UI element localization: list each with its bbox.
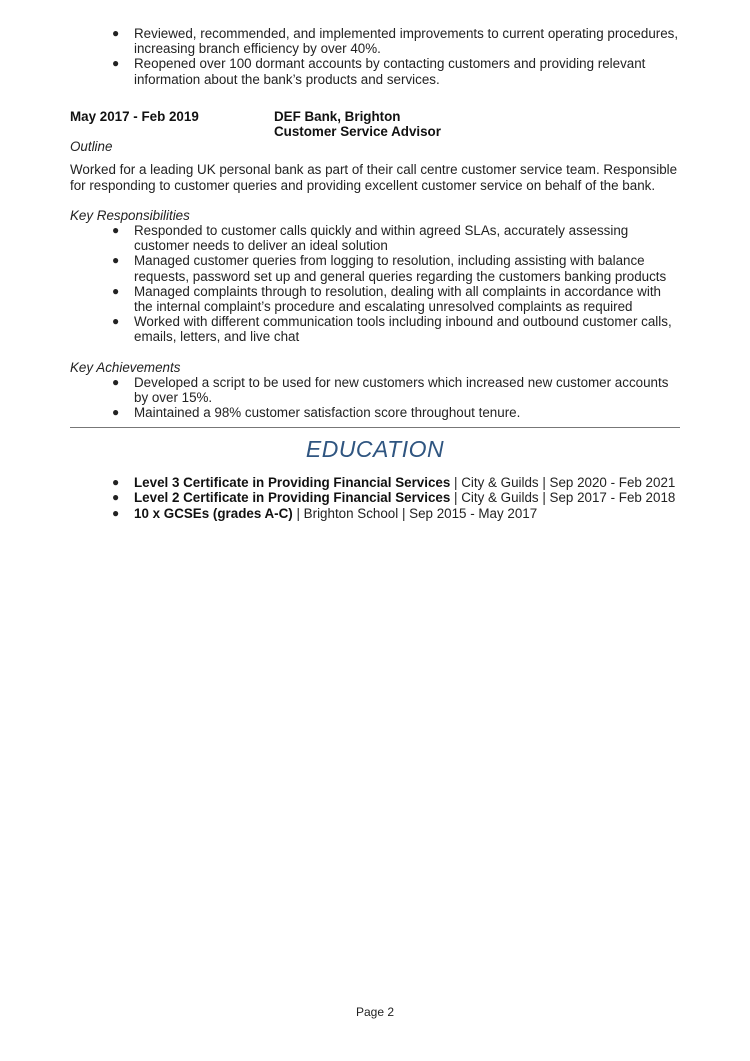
job-company: DEF Bank, Brighton bbox=[274, 108, 401, 124]
achievements-list bbox=[70, 375, 680, 421]
bullet-icon: ● bbox=[112, 26, 120, 40]
bullet-icon: ● bbox=[112, 475, 120, 490]
outline-text: Worked for a leading UK personal bank as part of their call centre customer service team. Responsible for responding to customer queries and providing excellent customer service on behalf of the bank. bbox=[70, 162, 678, 193]
bullet-icon: ● bbox=[112, 505, 120, 520]
job-title: Customer Service Advisor bbox=[274, 124, 441, 140]
list-item: ● Responded to customer calls quickly and within agreed SLAs, accurately assessing customer needs to deliver an ideal solution bbox=[112, 223, 629, 254]
list-item bbox=[112, 490, 680, 506]
section-divider bbox=[70, 427, 680, 428]
qualification-details: | City & Guilds | Sep 2017 - Feb 2018 bbox=[450, 490, 676, 506]
page-number: Page 2 bbox=[355, 1005, 395, 1019]
responsibilities-label: Key Responsibilities bbox=[70, 207, 190, 223]
achievements-label: Key Achievements bbox=[70, 359, 181, 375]
bullet-icon: ● bbox=[112, 314, 120, 329]
list-item: ● Managed customer queries from logging to resolution, including assisting with balance requests, password set up and general queries regarding the customers banking products bbox=[112, 253, 667, 284]
outline-label: Outline bbox=[70, 139, 113, 155]
list-item: ● Managed complaints through to resolution, dealing with all complaints in accordance with the internal complaint’s procedure and escalating unresolved complaints as required bbox=[112, 283, 661, 315]
bullet-icon: ● bbox=[112, 283, 120, 298]
list-item: ● Maintained a 98% customer satisfaction score throughout tenure. bbox=[112, 405, 521, 421]
previous-role-bullets bbox=[70, 26, 680, 87]
qualification: Level 3 Certificate in Providing Financial Services bbox=[134, 475, 451, 491]
list-item: ● Developed a script to be used for new customers which increased new customer accounts by over 15%. bbox=[112, 374, 669, 406]
list-item: ● Reopened over 100 dormant accounts by contacting customers and providing relevant information about the bank’s products and services. bbox=[112, 56, 646, 87]
job-header bbox=[70, 109, 680, 139]
responsibilities-list bbox=[70, 223, 680, 345]
bullet-icon: ● bbox=[112, 374, 120, 389]
education-list bbox=[70, 475, 680, 521]
list-item bbox=[112, 475, 680, 491]
job-employer bbox=[274, 109, 441, 139]
bullet-icon: ● bbox=[112, 56, 120, 71]
bullet-icon: ● bbox=[112, 405, 120, 420]
qualification: 10 x GCSEs (grades A-C) bbox=[134, 505, 293, 521]
education-title: EDUCATION bbox=[305, 436, 445, 463]
bullet-icon: ● bbox=[112, 490, 120, 505]
list-item bbox=[112, 505, 680, 521]
qualification: Level 2 Certificate in Providing Financial Services bbox=[134, 490, 451, 506]
qualification-details: | City & Guilds | Sep 2020 - Feb 2021 bbox=[450, 475, 676, 491]
resume-page bbox=[70, 26, 680, 521]
list-item: ● Worked with different communication tools including inbound and outbound customer calls, emails, letters, and live chat bbox=[112, 314, 672, 345]
bullet-icon: ● bbox=[112, 223, 120, 238]
qualification-details: | Brighton School | Sep 2015 - May 2017 bbox=[292, 505, 538, 521]
job-dates: May 2017 - Feb 2019 bbox=[70, 108, 199, 124]
bullet-icon: ● bbox=[112, 253, 120, 268]
list-item: ● Reviewed, recommended, and implemented improvements to current operating procedures, increasing branch efficiency by over 40%. bbox=[112, 26, 679, 57]
